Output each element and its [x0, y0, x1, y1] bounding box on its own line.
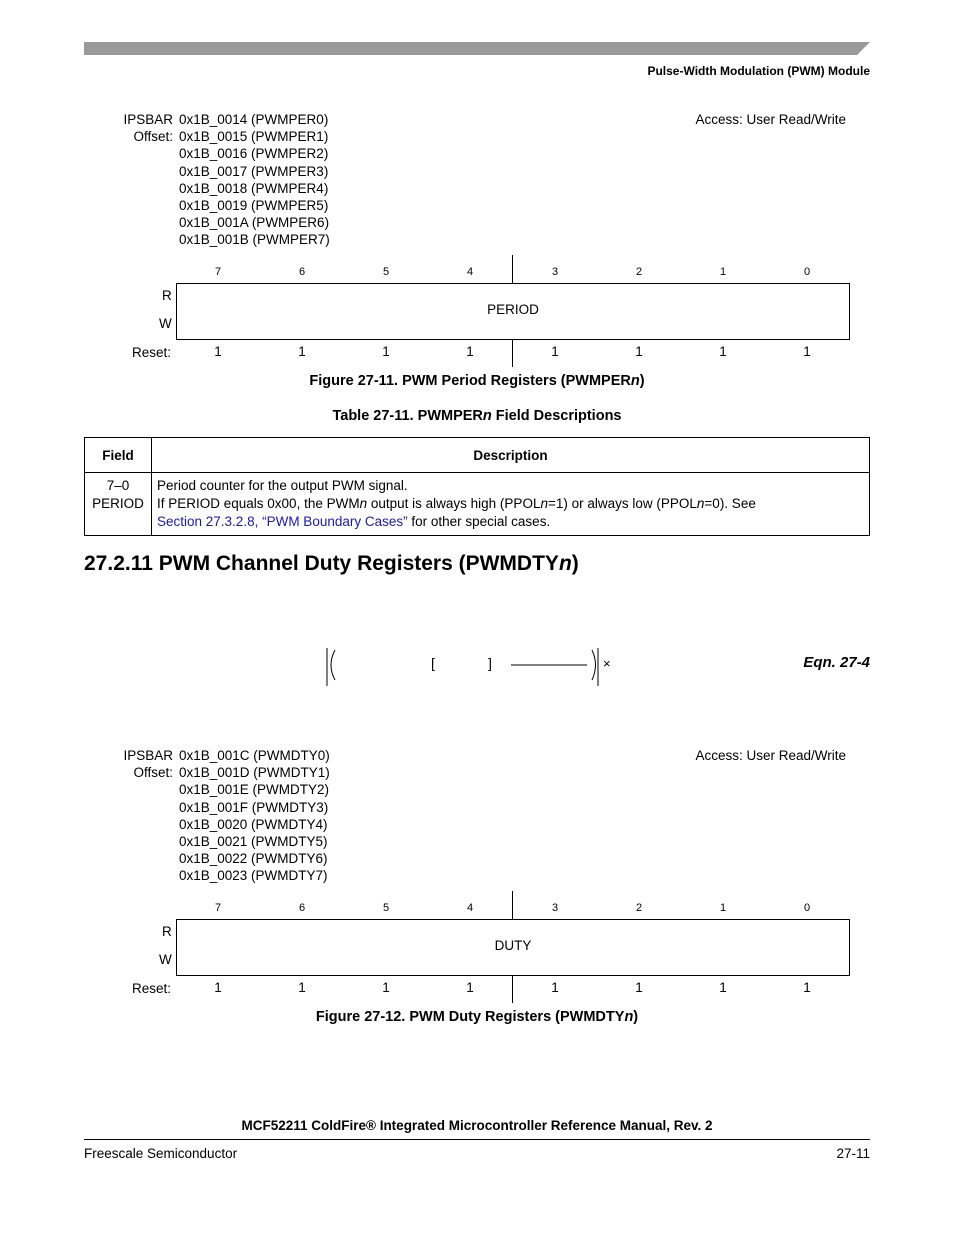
reset-value: 1: [803, 344, 811, 359]
field-description-table: [84, 437, 870, 536]
address-line: 0x1B_0020 (PWMDTY4): [179, 816, 328, 832]
bit-number: 4: [466, 902, 474, 914]
read-row-label: R: [162, 924, 172, 939]
table-header-row: [85, 438, 870, 473]
reset-value: 1: [466, 980, 474, 995]
field-cell: 7–0 PERIOD: [85, 473, 152, 536]
reset-value: 1: [551, 980, 559, 995]
bit-number: 7: [214, 902, 222, 914]
bit-number: 0: [803, 902, 811, 914]
table-caption: Table 27-11. PWMPERn Field Descriptions: [332, 408, 622, 424]
reset-value: 1: [214, 344, 222, 359]
reset-value: 1: [719, 980, 727, 995]
address-line: 0x1B_0016 (PWMPER2): [179, 146, 329, 162]
ipsbar-label: IPSBAR Offset:: [123, 112, 173, 145]
address-line: 0x1B_0023 (PWMDTY7): [179, 868, 328, 884]
footer-manual-title: MCF52211 ColdFire® Integrated Microcontroller Reference Manual, Rev. 2: [241, 1118, 713, 1133]
reset-value: 1: [635, 980, 643, 995]
nibble-divider-bottom: [512, 976, 513, 1003]
reset-label: Reset:: [132, 981, 172, 996]
bit-number: 1: [719, 902, 727, 914]
section-heading: 27.2.11 PWM Channel Duty Registers (PWMDTYn): [84, 552, 579, 575]
pwmper-address-list: [179, 111, 330, 249]
reset-value: 1: [719, 344, 727, 359]
bit-number: 3: [551, 266, 559, 278]
reset-value: 1: [635, 344, 643, 359]
equation-label: Eqn. 27-4: [803, 654, 870, 671]
column-header-field: Field: [85, 438, 152, 473]
duty-field: DUTY: [494, 938, 532, 953]
page-number: 27-11: [836, 1146, 870, 1161]
bit-number: 6: [298, 266, 306, 278]
bit-number: 2: [635, 902, 643, 914]
write-row-label: W: [159, 952, 172, 967]
reset-label: Reset:: [132, 345, 172, 360]
running-title: Pulse-Width Modulation (PWM) Module: [647, 64, 870, 78]
address-line: 0x1B_001B (PWMPER7): [179, 232, 330, 248]
bit-number: 7: [214, 266, 222, 278]
table-row: [85, 473, 870, 536]
bit-number: 0: [803, 266, 811, 278]
reset-value: 1: [382, 344, 390, 359]
reset-value: 1: [382, 980, 390, 995]
address-line: 0x1B_0018 (PWMPER4): [179, 180, 329, 196]
address-line: 0x1B_001E (PWMDTY2): [179, 782, 330, 798]
address-line: 0x1B_001D (PWMDTY1): [179, 765, 330, 781]
address-line: 0x1B_001C (PWMDTY0): [179, 748, 330, 763]
equation-left-bracket: [: [431, 655, 435, 671]
address-line: 0x1B_0021 (PWMDTY5): [179, 834, 328, 850]
bit-number: 1: [719, 266, 727, 278]
bit-number: 5: [382, 902, 390, 914]
pwmper-register-box: [176, 283, 850, 340]
bit-number: 6: [298, 902, 306, 914]
reset-value: 1: [298, 344, 306, 359]
bit-number: 2: [635, 266, 643, 278]
bit-number: 3: [551, 902, 559, 914]
read-row-label: R: [162, 288, 172, 303]
nibble-divider-top: [512, 255, 513, 283]
write-row-label: W: [159, 316, 172, 331]
address-line: 0x1B_0014 (PWMPER0): [179, 112, 329, 127]
figure-caption-pwmdty: Figure 27-12. PWM Duty Registers (PWMDTYn): [315, 1009, 639, 1025]
address-line: 0x1B_001A (PWMPER6): [179, 215, 330, 231]
nibble-divider-top: [512, 891, 513, 919]
reset-value: 1: [466, 344, 474, 359]
bit-number: 5: [382, 266, 390, 278]
address-line: 0x1B_0019 (PWMPER5): [179, 198, 329, 214]
nibble-divider-bottom: [512, 340, 513, 367]
reset-value: 1: [214, 980, 222, 995]
period-field: PERIOD: [487, 302, 539, 317]
header-bar: [84, 42, 870, 55]
description-cell: Period counter for the output PWM signal. If PERIOD equals 0x00, the PWMn output is always high (PPOLn=1) or always low (PPOLn=0). See Section 27.3.2.8, “PWM Boundary Cases” for other special cases.: [152, 473, 870, 536]
equation-right-bracket: ]: [488, 655, 492, 671]
address-line: 0x1B_0017 (PWMPER3): [179, 163, 329, 179]
footer-company: Freescale Semiconductor: [84, 1146, 238, 1161]
pwmdty-address-list: [179, 747, 330, 885]
reset-value: 1: [298, 980, 306, 995]
equation-graphic: [320, 645, 620, 689]
section-link[interactable]: Section 27.3.2.8, “PWM Boundary Cases”: [157, 514, 408, 529]
column-header-description: Description: [152, 438, 870, 473]
footer-rule: [84, 1139, 870, 1140]
address-line: 0x1B_0022 (PWMDTY6): [179, 851, 328, 867]
figure-caption-pwmper: Figure 27-11. PWM Period Registers (PWMPERn): [309, 373, 645, 389]
access-label: Access: User Read/Write: [695, 112, 846, 127]
reset-value: 1: [551, 344, 559, 359]
reset-value: 1: [803, 980, 811, 995]
equation-times-sign: ×: [603, 656, 611, 671]
access-label: Access: User Read/Write: [695, 748, 846, 763]
bit-number: 4: [466, 266, 474, 278]
address-line: 0x1B_0015 (PWMPER1): [179, 129, 329, 145]
pwmdty-register-box: [176, 919, 850, 976]
address-line: 0x1B_001F (PWMDTY3): [179, 799, 329, 815]
ipsbar-label: IPSBAR Offset:: [123, 748, 173, 781]
